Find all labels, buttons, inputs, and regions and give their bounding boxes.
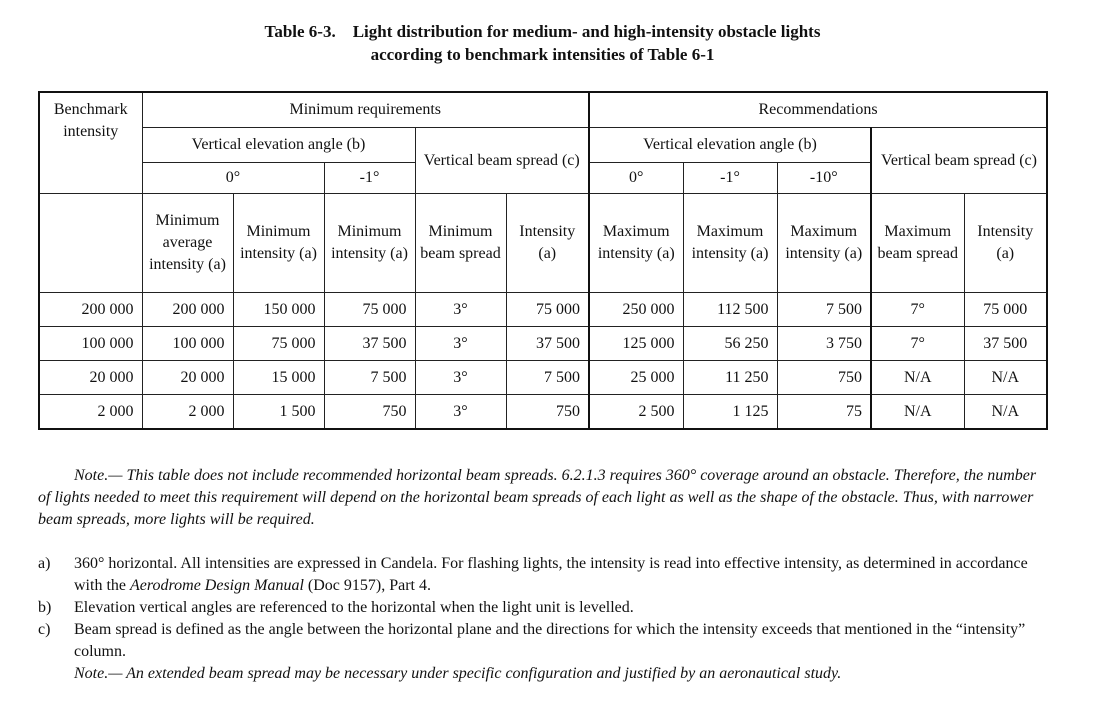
value-cell: N/A: [871, 395, 964, 430]
vbs-min-header: Vertical beam spread (c): [415, 128, 589, 194]
angle-m10-rec: -10°: [777, 163, 871, 194]
value-cell: 2 500: [589, 395, 683, 430]
value-cell: 3°: [415, 361, 506, 395]
angle-0-rec: 0°: [589, 163, 683, 194]
vert-elev-rec-header: Vertical elevation angle (b): [589, 128, 871, 163]
footnote-c-text: [74, 619, 1050, 685]
sub-header: Intensity (a): [506, 194, 589, 293]
min-requirements-header: Minimum requirements: [142, 92, 589, 128]
value-cell: 25 000: [589, 361, 683, 395]
value-cell: 750: [324, 395, 415, 430]
benchmark-cell: 200 000: [39, 293, 142, 327]
angle-m1-min: -1°: [324, 163, 415, 194]
sub-header: Intensity (a): [964, 194, 1047, 293]
value-cell: 3°: [415, 293, 506, 327]
footnote-a-label: a): [38, 555, 51, 572]
table-row: [39, 361, 1047, 395]
sub-header: Maximum beam spread: [871, 194, 964, 293]
value-cell: 7 500: [324, 361, 415, 395]
footnote-a-text: [74, 553, 1050, 597]
value-cell: 7°: [871, 293, 964, 327]
value-cell: 750: [506, 395, 589, 430]
table-row: [39, 293, 1047, 327]
table-title-line1: Table 6-3. Light distribution for medium- and high-intensity obstacle lights: [264, 22, 821, 41]
value-cell: 37 500: [506, 327, 589, 361]
value-cell: 20 000: [142, 361, 233, 395]
benchmark-header: Benchmark intensity: [39, 92, 142, 194]
vbs-rec-header: Vertical beam spread (c): [871, 128, 1047, 194]
sub-header: Maximum intensity (a): [683, 194, 777, 293]
sub-header: Minimum average intensity (a): [142, 194, 233, 293]
table-row: [39, 395, 1047, 430]
footnote-a-text-2: (Doc 9157), Part 4.: [303, 577, 431, 594]
sub-header: Minimum intensity (a): [233, 194, 324, 293]
value-cell: 11 250: [683, 361, 777, 395]
angle-0-min: 0°: [142, 163, 324, 194]
footnote-a-manual: Aerodrome Design Manual: [130, 577, 304, 594]
value-cell: 100 000: [142, 327, 233, 361]
value-cell: N/A: [964, 361, 1047, 395]
value-cell: 7 500: [777, 293, 871, 327]
value-cell: 75 000: [233, 327, 324, 361]
table-row: [39, 327, 1047, 361]
value-cell: 250 000: [589, 293, 683, 327]
sub-header: Minimum beam spread: [415, 194, 506, 293]
value-cell: 37 500: [324, 327, 415, 361]
value-cell: 3°: [415, 395, 506, 430]
table-title: [0, 20, 1085, 66]
benchmark-blank: [39, 194, 142, 293]
value-cell: 75 000: [324, 293, 415, 327]
value-cell: 7°: [871, 327, 964, 361]
value-cell: 1 125: [683, 395, 777, 430]
value-cell: 125 000: [589, 327, 683, 361]
footnote-a-text-1: 360° horizontal. All intensities are expressed in Candela. For flashing lights, the intensity is read into effective intensity, as determined in accordance with the: [74, 555, 1028, 594]
value-cell: 3°: [415, 327, 506, 361]
benchmark-cell: 2 000: [39, 395, 142, 430]
value-cell: 112 500: [683, 293, 777, 327]
value-cell: 15 000: [233, 361, 324, 395]
sub-header: Minimum intensity (a): [324, 194, 415, 293]
recommendations-header: Recommendations: [589, 92, 1047, 128]
value-cell: 75: [777, 395, 871, 430]
footnote-c-body: Beam spread is defined as the angle between the horizontal plane and the directions for which the intensity exceeds that mentioned in the “intensity” column.: [74, 621, 1026, 660]
value-cell: N/A: [871, 361, 964, 395]
footnote-b-text: Elevation vertical angles are referenced to the horizontal when the light unit is levelled.: [74, 599, 634, 616]
value-cell: 2 000: [142, 395, 233, 430]
vert-elev-min-header: Vertical elevation angle (b): [142, 128, 415, 163]
value-cell: 75 000: [506, 293, 589, 327]
table-note: Note.— This table does not include recommended horizontal beam spreads. 6.2.1.3 requires 360° coverage around an obstacle. Therefore, the number of lights needed to meet this requirement will depend on the horizontal beam spreads of each light as well as the shape of the obstacle. Thus, with narrower beam spreads, more lights will be required.: [38, 467, 1037, 528]
sub-header: Maximum intensity (a): [589, 194, 683, 293]
benchmark-cell: 100 000: [39, 327, 142, 361]
value-cell: N/A: [964, 395, 1047, 430]
footnote-b-label: b): [38, 599, 52, 616]
value-cell: 75 000: [964, 293, 1047, 327]
value-cell: 750: [777, 361, 871, 395]
light-distribution-table: [38, 91, 1048, 430]
angle-m1-rec: -1°: [683, 163, 777, 194]
table-title-line2: according to benchmark intensities of Table 6-1: [370, 45, 715, 64]
value-cell: 3 750: [777, 327, 871, 361]
value-cell: 1 500: [233, 395, 324, 430]
footnote-c-label: c): [38, 621, 51, 638]
footnote-c-note: Note.— An extended beam spread may be necessary under specific configuration and justified by an aeronautical study.: [74, 665, 842, 682]
value-cell: 56 250: [683, 327, 777, 361]
table-body: [39, 293, 1047, 430]
benchmark-cell: 20 000: [39, 361, 142, 395]
value-cell: 7 500: [506, 361, 589, 395]
value-cell: 37 500: [964, 327, 1047, 361]
value-cell: 200 000: [142, 293, 233, 327]
value-cell: 150 000: [233, 293, 324, 327]
sub-header: Maximum intensity (a): [777, 194, 871, 293]
